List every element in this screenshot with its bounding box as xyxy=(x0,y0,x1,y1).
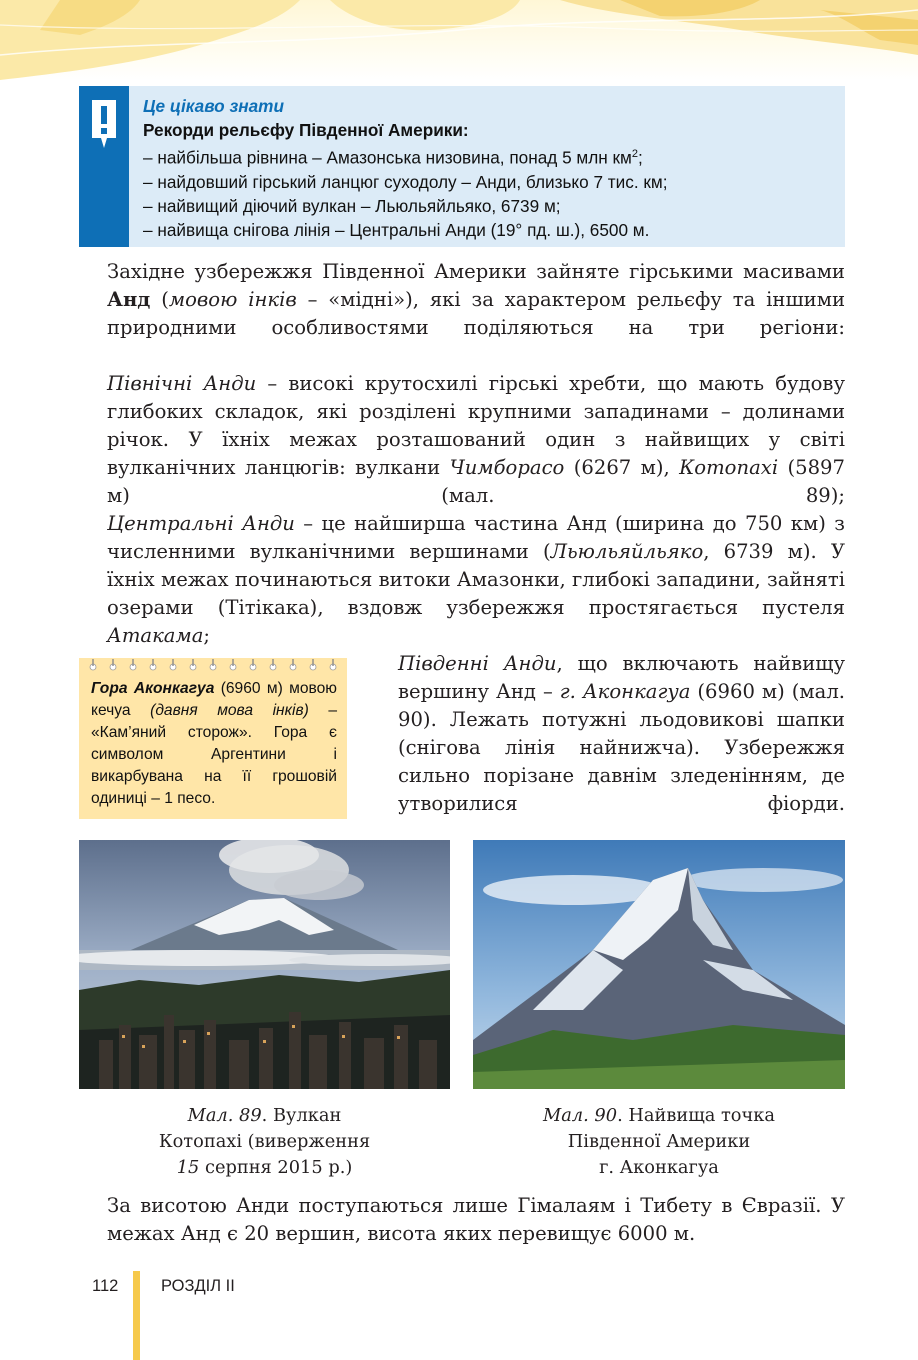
info-item: – найвища снігова лінія – Центральні Анди (19° пд. ш.), 6500 м. xyxy=(143,219,650,240)
info-item: – найдовший гірський ланцюг суходолу – Анди, близько 7 тис. км; xyxy=(143,171,668,192)
photo-cotopaxi-volcano xyxy=(79,840,450,1089)
aconcagua-note: Гора Аконкагуа (6960 м) мовою кечуа (давня мова інків) – «Кам’яний сторож». Гора є символом Аргентини і викарбувана на її грошовій одиниці – 1 песо. xyxy=(79,658,347,819)
notebook-rings-icon xyxy=(87,658,339,672)
info-heading: Рекорди рельєфу Південної Америки: xyxy=(143,120,469,140)
paragraph-southern-andes: Південні Анди, що включають найвищу вершину Анд – г. Аконкагуа (6960 м) (мал. 90). Лежать потужні льодовикові шапки (снігова лінія найнижча). Узбережжя сильно порізане давнім зледенінням, де утворилися фіорди. xyxy=(398,652,845,815)
paragraph-andes-intro: Західне узбережжя Південної Америки зайняте гірськими масивами Анд (мовою інків – «мідні»), які за характером рельєфу та іншими природними особливостями поділяються на три регіони: xyxy=(107,260,846,339)
figure-label: Мал. 90 xyxy=(543,1105,618,1126)
info-item: – найвищий діючий вулкан – Льюльяйльяко, 6739 м; xyxy=(143,195,561,216)
caption-figure-89: Мал. 89. Вулкан Котопахі (виверження 15 серпня 2015 р.) xyxy=(158,1105,371,1178)
paragraph-andes-heights: За висотою Анди поступаються лише Гімалаям і Тибету в Євразії. У межах Анд є 20 вершин, висота яких перевищує 6000 м. xyxy=(107,1194,845,1245)
info-kicker: Це цікаво знати xyxy=(143,96,284,116)
paragraph-central-andes: Центральні Анди – це найширша частина Анд (ширина до 750 км) з численними вулканічними вершинами (Льюльяйльяко, 6739 м). У їхніх межах починаються витоки Амазонки, глибокі западини, зайняті озерами (Тітікака), вздовж узбережжя простягається пустеля Атакама; xyxy=(107,512,845,647)
paragraph-northern-andes: Північні Анди – високі крутосхилі гірські хребти, що мають будову глибоких складок, які розділені крупними западинами – долинами річок. У їхніх межах розташований один з найвищих у світі вулканічних ланцюгів: вулкани Чимборасо (6267 м), Котопахі (5897 м) (мал. 89); xyxy=(107,372,845,507)
photo-aconcagua-peak xyxy=(473,840,845,1089)
section-label: РОЗДІЛ II xyxy=(161,1277,235,1295)
note-title: Гора Аконкагуа xyxy=(91,680,215,697)
caption-figure-90: Мал. 90. Найвища точка Південної Америки г. Аконкагуа xyxy=(543,1105,775,1178)
figure-label: Мал. 89 xyxy=(187,1105,262,1126)
interesting-facts-box xyxy=(79,86,845,247)
page-number: 112 xyxy=(92,1277,119,1295)
info-sidebar xyxy=(79,86,129,247)
info-item: – найбільша рівнина – Амазонська низовина, понад 5 млн $км^2$; xyxy=(143,147,643,168)
exclamation-icon xyxy=(89,98,119,154)
header-map-decoration xyxy=(0,0,918,80)
footer-divider xyxy=(133,1271,140,1360)
